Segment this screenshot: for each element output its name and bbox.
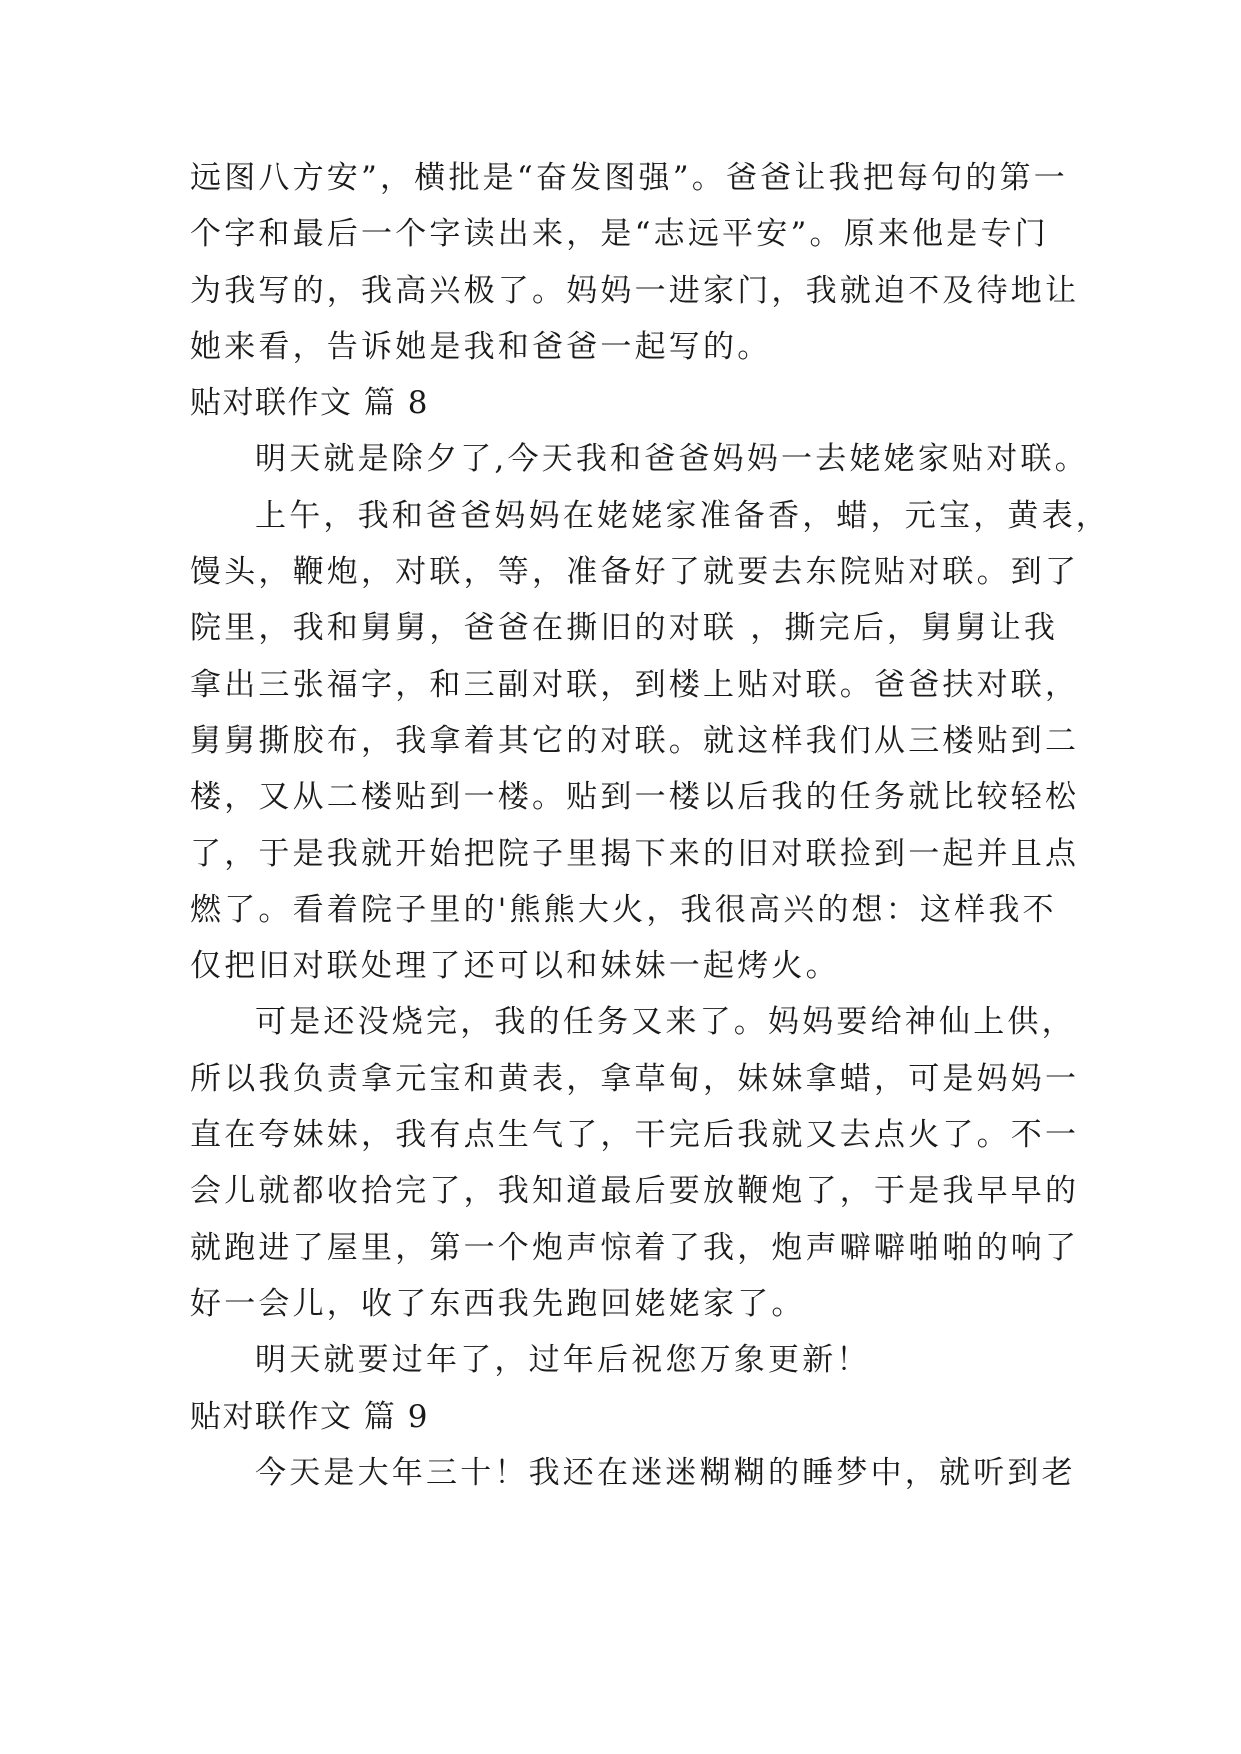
document-body xyxy=(190,150,1110,1501)
text-line: 院里，我和舅舅，爸爸在撕旧的对联 ，撕完后，舅舅让我 xyxy=(190,610,1059,647)
text-line: 仅把旧对联处理了还可以和妹妹一起烤火。 xyxy=(190,948,840,985)
text-line: 所以我负责拿元宝和黄表，拿草甸，妹妹拿蜡，可是妈妈一 xyxy=(190,1060,1080,1097)
text-line: 明天就要过年了，过年后祝您万象更新！ xyxy=(255,1342,871,1379)
text-line: 上午，我和爸爸妈妈在姥姥家准备香，蜡，元宝，黄表， xyxy=(255,497,1110,534)
text-line: 远图八方安”，横批是“奋发图强”。爸爸让我把每句的第一 xyxy=(190,160,1068,196)
section-heading-8: 贴对联作文 篇 8 xyxy=(190,385,429,422)
text-line: 今天是大年三十！我还在迷迷糊糊的睡梦中，就听到老 xyxy=(255,1454,1076,1491)
paragraph xyxy=(190,1332,1065,1388)
text-line: 拿出三张福字，和三副对联，到楼上贴对联。爸爸扶对联， xyxy=(190,666,1080,703)
text-line: 好一会儿，收了东西我先跑回姥姥家了。 xyxy=(190,1285,806,1322)
paragraph xyxy=(190,1445,1076,1501)
text-line: 燃了。看着院子里的'熊熊大火，我很高兴的想：这样我不 xyxy=(190,891,1057,928)
text-line: 个字和最后一个字读出来，是“志远平安”。原来他是专门 xyxy=(190,216,1049,253)
text-line: 会儿就都收拾完了，我知道最后要放鞭炮了，于是我早早的 xyxy=(190,1173,1080,1210)
paragraph xyxy=(190,431,1089,487)
text-line: 了，于是我就开始把院子里揭下来的旧对联捡到一起并且点 xyxy=(190,835,1080,872)
text-line: 就跑进了屋里，第一个炮声惊着了我，炮声噼噼啪啪的响了 xyxy=(190,1229,1080,1266)
text-line: 馒头，鞭炮，对联，等，准备好了就要去东院贴对联。到了 xyxy=(190,554,1080,591)
section-heading-9: 贴对联作文 篇 9 xyxy=(190,1398,429,1435)
paragraph xyxy=(190,150,1080,375)
text-line: 楼，又从二楼贴到一楼。贴到一楼以后我的任务就比较轻松 xyxy=(190,779,1080,816)
paragraph xyxy=(190,488,1110,995)
paragraph xyxy=(190,994,1080,1332)
text-line: 明天就是除夕了,今天我和爸爸妈妈一去姥姥家贴对联。 xyxy=(255,441,1089,478)
text-line: 舅舅撕胶布，我拿着其它的对联。就这样我们从三楼贴到二 xyxy=(190,722,1080,759)
text-line: 为我写的，我高兴极了。妈妈一进家门，我就迫不及待地让 xyxy=(190,272,1080,309)
text-line: 她来看，告诉她是我和爸爸一起写的。 xyxy=(190,328,772,365)
text-line: 可是还没烧完，我的任务又来了。妈妈要给神仙上供， xyxy=(255,1004,1076,1041)
text-line: 直在夸妹妹，我有点生气了，干完后我就又去点火了。不一 xyxy=(190,1117,1080,1154)
